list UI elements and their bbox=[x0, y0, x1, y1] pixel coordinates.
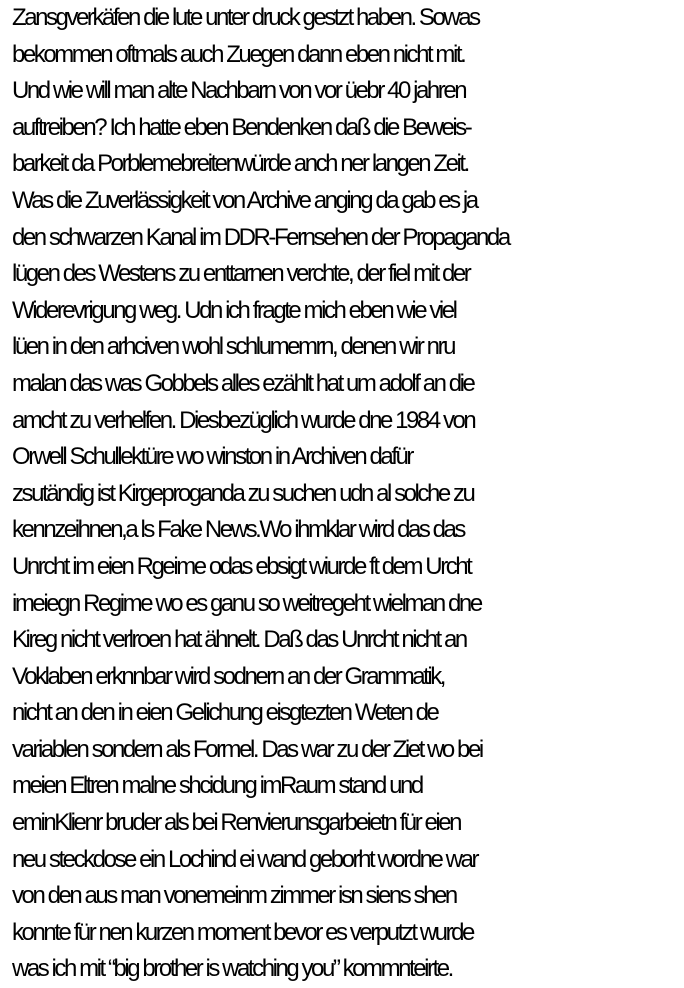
text-line: zsutändig ist Kirgeproganda zu suchen udn al solche zu bbox=[12, 479, 474, 507]
text-line: eminKlienr bruder als bei Renvierunsgarbeietn für eien bbox=[12, 809, 461, 837]
text-line: lüen in den arhciven wohl schlumemrn, denen wir nru bbox=[12, 333, 455, 361]
text-line: barkeit da Porblemebreitenwürde anch ner langen Zeit. bbox=[12, 150, 468, 178]
text-line: kennzeihnen,a ls Fake News.Wo ihmklar wird das das bbox=[12, 516, 464, 544]
text-line: Was die Zuverlässigkeit von Archive anging da gab es ja bbox=[12, 186, 477, 214]
text-line: Orwell Schullektüre wo winston in Archiven dafür bbox=[12, 443, 412, 471]
text-line: den schwarzen Kanal im DDR-Fernsehen der Propaganda bbox=[12, 223, 509, 251]
text-line: bekommen oftmals auch Zuegen dann eben nicht mit. bbox=[12, 40, 465, 68]
text-line: lügen des Westens zu enttarnen verchte, der fiel mit der bbox=[12, 260, 470, 288]
text-line: auftreiben? Ich hatte eben Bendenken daß die Beweis- bbox=[12, 113, 471, 141]
text-line: Kireg nicht verlroen hat ähnelt. Daß das Unrcht nicht an bbox=[12, 626, 466, 654]
text-line: was ich mit “big brother is watching you” kommnteirte. bbox=[12, 955, 452, 983]
text-line: malan das was Gobbels alles ezählt hat um adolf an die bbox=[12, 369, 474, 397]
text-line: konnte für nen kurzen moment bevor es verputzt wurde bbox=[12, 918, 473, 946]
body-text bbox=[12, 0, 682, 988]
text-line: Voklaben erknnbar wird sodnern an der Grammatik, bbox=[12, 662, 445, 690]
text-line: imeiegn Regime wo es ganu so weitregeht wielman dne bbox=[12, 589, 481, 617]
text-line: Zansgverkäfen die lute unter druck gestzt haben. Sowas bbox=[12, 4, 479, 31]
text-line: amcht zu verhelfen. Diesbezüglich wurde dne 1984 von bbox=[12, 406, 475, 434]
text-line: Widerevrigung weg. Udn ich fragte mich eben wie viel bbox=[12, 296, 456, 324]
text-line: Und wie will man alte Nachbarn von vor üebr 40 jahren bbox=[12, 77, 466, 105]
text-line: Unrcht im eien Rgeime odas ebsigt wiurde ft dem Urcht bbox=[12, 552, 471, 580]
text-line: meien Eltren malne shcidung imRaum stand und bbox=[12, 772, 422, 800]
text-line: neu steckdose ein Lochind ei wand geborht wordne war bbox=[12, 845, 477, 873]
text-line: nicht an den in eien Gelichung eisgtezten Weten de bbox=[12, 699, 438, 727]
text-line: variablen sondern als Formel. Das war zu der Ziet wo bei bbox=[12, 735, 482, 763]
text-line: von den aus man vonemeinm zimmer isn siens shen bbox=[12, 882, 456, 910]
